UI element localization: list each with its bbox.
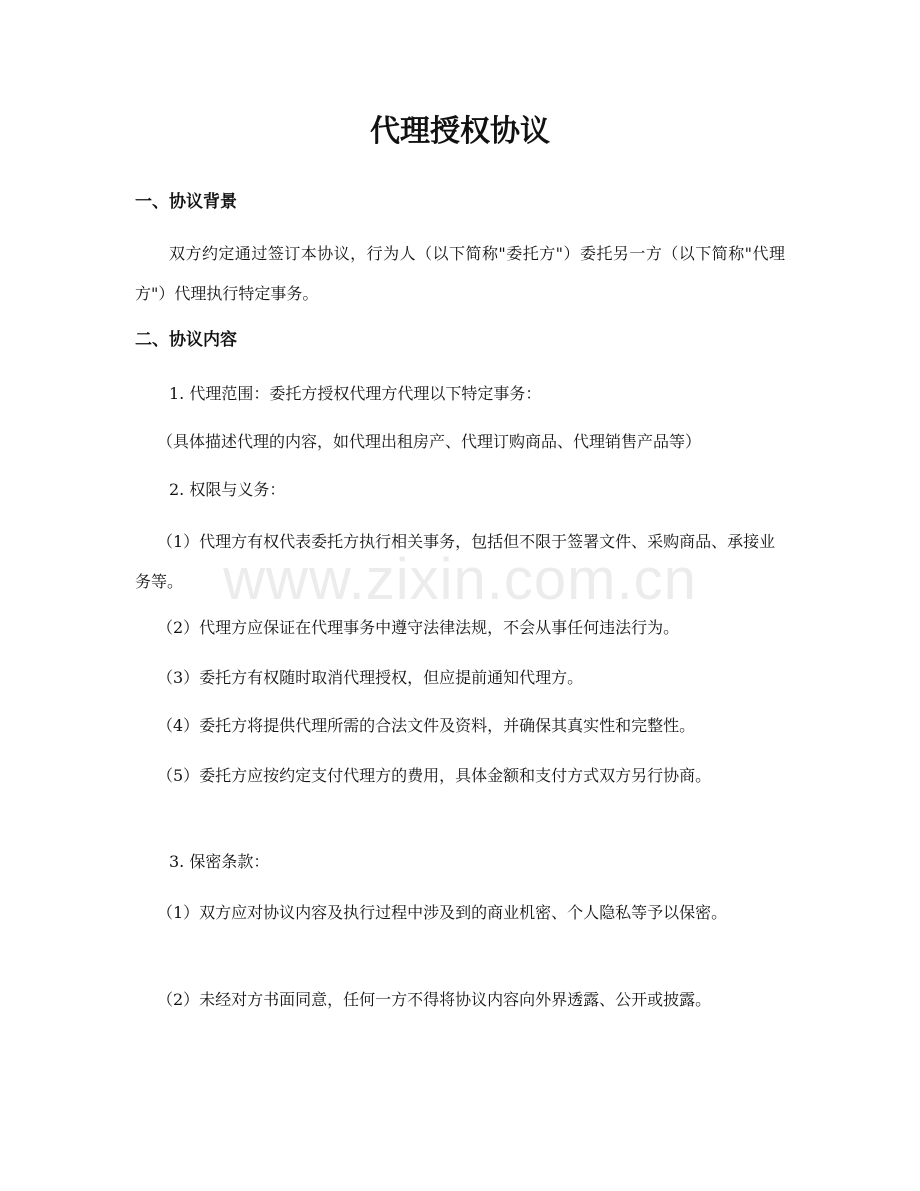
clause-2-title: 2. 权限与义务：: [169, 480, 286, 499]
clause-2-point-1: （1）代理方有权代表委托方执行相关事务，包括但不限于签署文件、采购商品、承接业务等。: [135, 532, 776, 591]
document-title: 代理授权协议: [370, 114, 550, 149]
clause-3-point-2: （2）未经对方书面同意，任何一方不得将协议内容向外界透露、公开或披露。: [157, 990, 712, 1009]
clause-2-point-2: （2）代理方应保证在代理事务中遵守法律法规，不会从事任何违法行为。: [157, 618, 680, 637]
clause-1-detail: （具体描述代理的内容，如代理出租房产、代理订购商品、代理销售产品等）: [157, 432, 702, 451]
clause-3-title: 3. 保密条款：: [169, 852, 270, 871]
background-paragraph: 双方约定通过签订本协议，行为人（以下简称"委托方"）委托另一方（以下简称"代理方"）代理执行特定事务。: [135, 244, 785, 303]
clause-2-point-5: （5）委托方应按约定支付代理方的费用，具体金额和支付方式双方另行协商。: [157, 766, 712, 785]
clause-2-point-3: （3）委托方有权随时取消代理授权，但应提前通知代理方。: [157, 668, 584, 687]
clause-2-point-4: （4）委托方将提供代理所需的合法文件及资料，并确保其真实性和完整性。: [157, 716, 696, 735]
clause-3-point-1: （1）双方应对协议内容及执行过程中涉及到的商业机密、个人隐私等予以保密。: [157, 903, 728, 922]
section-heading-content: 二、协议内容: [135, 330, 237, 350]
watermark: www.zixin.com.cn: [223, 547, 697, 612]
section-heading-background: 一、协议背景: [135, 192, 237, 212]
clause-1-title: 1. 代理范围：委托方授权代理方代理以下特定事务：: [169, 384, 542, 403]
